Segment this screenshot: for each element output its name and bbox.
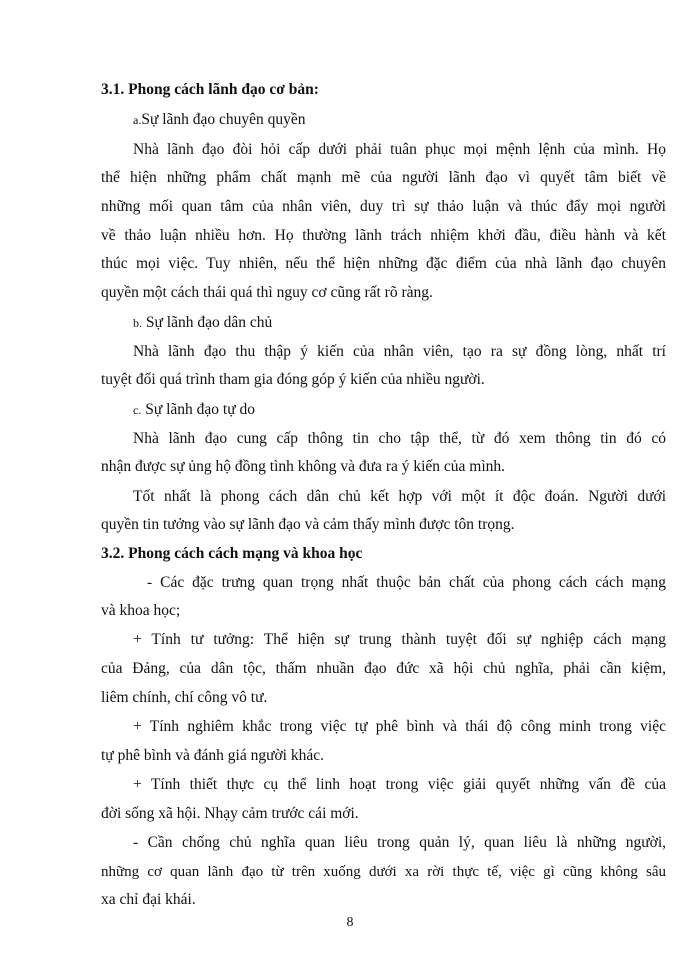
paragraph-line: Tốt nhất là phong cách dân chủ kết hợp với một ít độc đoán. Người dưới: [133, 488, 666, 505]
subsection-b-title: Sự lãnh đạo dân chủ: [145, 314, 273, 331]
section-heading-3-2: 3.2. Phong cách cách mạng và khoa học: [101, 545, 363, 562]
paragraph-line: Nhà lãnh đạo thu thập ý kiến của nhân viên, tạo ra sự đồng lòng, nhất trí: [133, 343, 666, 360]
paragraph-line: Nhà lãnh đạo cung cấp thông tin cho tập thể, từ đó xem thông tin đó có: [133, 430, 666, 447]
paragraph-line: quyền tin tưởng vào sự lãnh đạo và cảm thấy mình được tôn trọng.: [101, 516, 515, 533]
subsection-b-marker: b.: [133, 316, 142, 330]
section-heading-3-1: 3.1. Phong cách lãnh đạo cơ bản:: [101, 81, 319, 98]
paragraph-line: những cơ quan lãnh đạo từ trên xuống dưới xa rời thực tế, việc gì cũng không sâu: [101, 864, 666, 880]
subsection-a-title: Sự lãnh đạo chuyên quyền: [141, 111, 306, 128]
paragraph-line: những mối quan tâm của nhân viên, duy trì sự thảo luận và thúc đẩy mọi người: [101, 198, 666, 215]
subsection-b: [133, 313, 272, 333]
paragraph-line: - Cần chống chủ nghĩa quan liêu trong quản lý, quan liêu là những người,: [133, 834, 666, 851]
paragraph-line: thúc mọi việc. Tuy nhiên, nếu thể hiện những đặc điểm của nhà lãnh đạo chuyên: [101, 255, 666, 272]
subsection-c-marker: c.: [133, 403, 142, 417]
paragraph-line: quyền một cách thái quá thì nguy cơ cũng rất rõ ràng.: [101, 284, 433, 301]
paragraph-line: + Tính thiết thực cụ thể linh hoạt trong việc giải quyết những vấn đề của: [133, 776, 666, 793]
paragraph-line: xa chỉ đại khái.: [101, 891, 196, 908]
paragraph-line: thể hiện những phẩm chất mạnh mẽ của người lãnh đạo vì quyết tâm biết về: [101, 169, 666, 186]
subsection-a-marker: a.: [133, 113, 142, 127]
paragraph-line: đời sống xã hội. Nhạy cảm trước cái mới.: [101, 805, 359, 822]
paragraph-line: nhận được sự ủng hộ đồng tình không và đưa ra ý kiến của mình.: [101, 458, 506, 475]
subsection-c-title: Sự lãnh đạo tự do: [145, 401, 255, 418]
subsection-a: [133, 110, 306, 130]
page-number: 8: [346, 915, 354, 930]
paragraph-line: của Đảng, của dân tộc, thấm nhuần đạo đức xã hội chủ nghĩa, phải cần kiệm,: [101, 660, 666, 677]
paragraph-line: tự phê bình và đánh giá người khác.: [101, 747, 325, 764]
subsection-c: [133, 400, 255, 420]
paragraph-line: và khoa học;: [101, 602, 181, 619]
paragraph-line: - Các đặc trưng quan trọng nhất thuộc bản chất của phong cách cách mạng: [147, 574, 666, 591]
paragraph-line: Nhà lãnh đạo đòi hỏi cấp dưới phải tuân phục mọi mệnh lệnh của mình. Họ: [133, 141, 666, 158]
paragraph-line: + Tính nghiêm khắc trong việc tự phê bình và thái độ công minh trong việc: [133, 718, 666, 735]
paragraph-line: tuyệt đối quá trình tham gia đóng góp ý kiến của nhiều người.: [101, 371, 485, 388]
paragraph-line: về thảo luận nhiều hơn. Họ thường lãnh trách nhiệm khởi đầu, điều hành và kết: [101, 227, 666, 244]
paragraph-line: liêm chính, chí công vô tư.: [101, 689, 268, 706]
paragraph-line: + Tính tư tưởng: Thể hiện sự trung thành tuyệt đối sự nghiệp cách mạng: [133, 631, 666, 648]
